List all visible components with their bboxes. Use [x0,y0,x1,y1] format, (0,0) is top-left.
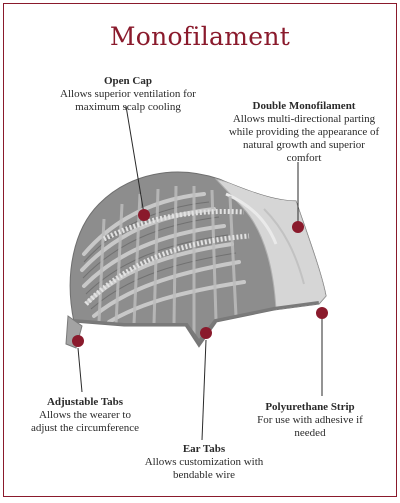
polyurethane-description: For use with adhesive if needed [257,414,363,439]
polyurethane-marker [316,307,328,319]
callout-ear-tabs [144,443,264,482]
double-mono-marker [292,221,304,233]
open-cap-label: Open Cap [104,75,152,87]
callout-double-monofilament [226,100,382,165]
ear-tabs-marker [200,327,212,339]
adjustable-tabs-label: Adjustable Tabs [46,396,124,408]
ear-tabs-description: Allows customization with bendable wire [144,456,264,481]
callout-adjustable-tabs [26,396,144,435]
page-title: Monofilament [109,22,291,51]
double-mono-label: Double Monofilament [252,100,356,112]
open-cap-marker [138,209,150,221]
callout-polyurethane-strip [250,401,370,440]
callout-open-cap [48,75,208,114]
adjustable-tabs-description: Allows the wearer to adjust the circumference [30,409,140,434]
double-mono-description: Allows multi-directional parting while providing the appearance of natural growth and superior comfort [228,113,380,164]
ear-tabs-label: Ear Tabs [182,443,226,455]
adjustable-tabs-marker [72,335,84,347]
polyurethane-label: Polyurethane Strip [265,401,355,413]
open-cap-description: Allows superior ventilation for maximum scalp cooling [60,88,196,113]
diagram-frame [3,3,397,497]
